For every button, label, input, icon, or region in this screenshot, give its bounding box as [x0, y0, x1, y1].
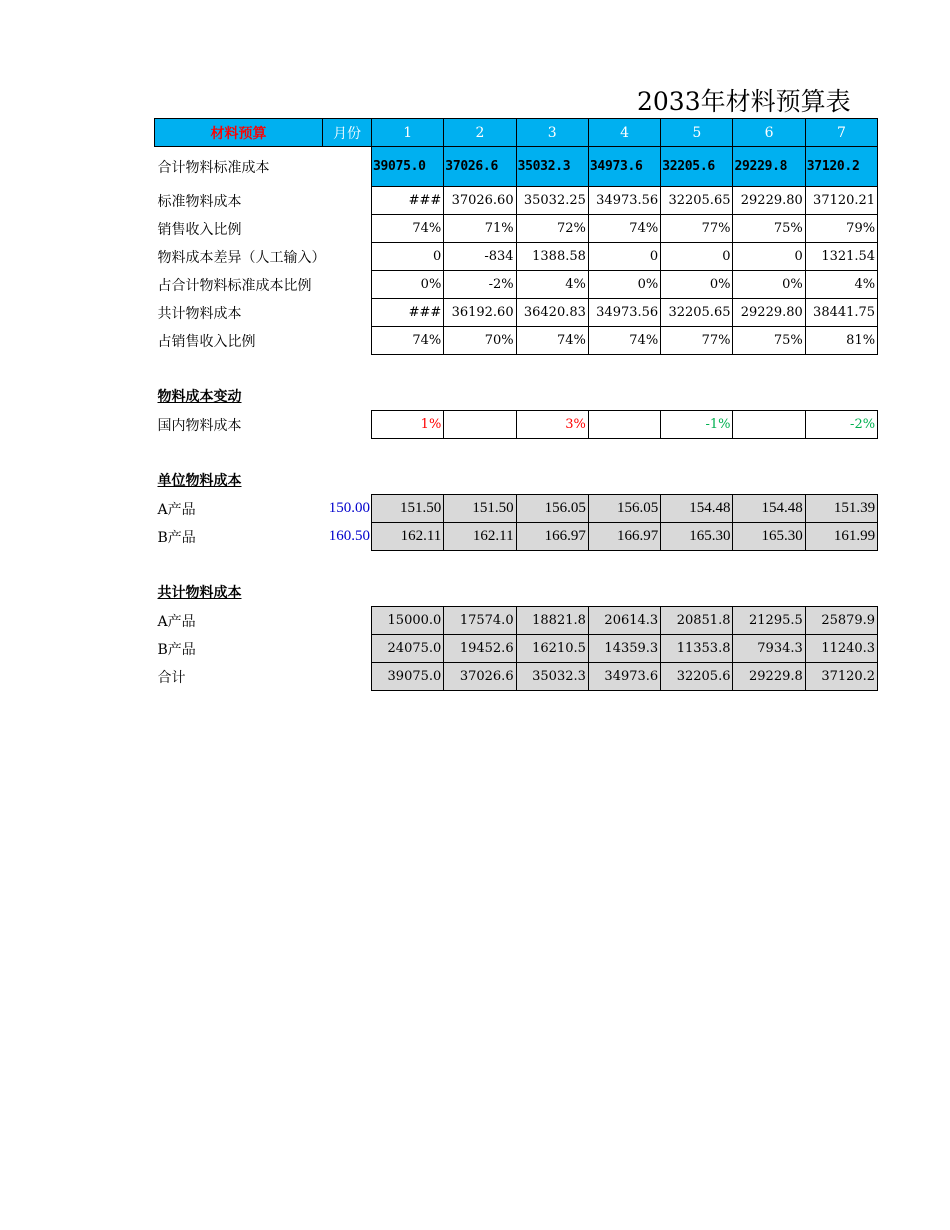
- row-label[interactable]: 标准物料成本: [157, 193, 242, 210]
- value-cell[interactable]: 0%: [588, 271, 660, 299]
- base-price-cell[interactable]: 150.00: [328, 500, 370, 516]
- spacer-cell: [155, 551, 878, 579]
- row-label[interactable]: 合计物料标准成本: [157, 159, 270, 176]
- budget-table: [154, 118, 878, 691]
- value-cell[interactable]: 75%: [733, 215, 805, 243]
- value-cell[interactable]: 11240.3: [805, 635, 877, 663]
- header-month-cell[interactable]: 月份: [323, 119, 372, 147]
- table-row: [155, 411, 878, 439]
- value-cell[interactable]: 37120.2: [805, 147, 877, 187]
- table-row: [155, 327, 878, 355]
- value-cell[interactable]: 32205.65: [661, 299, 733, 327]
- value-cell[interactable]: 32205.6: [661, 147, 733, 187]
- section-title: 单位物料成本: [157, 473, 242, 490]
- value-cell[interactable]: 156.05: [588, 495, 660, 523]
- value-cell[interactable]: 0%: [661, 271, 733, 299]
- value-cell[interactable]: 17574.0: [444, 607, 516, 635]
- value-cell[interactable]: 74%: [372, 215, 444, 243]
- value-cell[interactable]: [444, 411, 516, 439]
- value-cell[interactable]: 35032.3: [516, 147, 588, 187]
- value-cell[interactable]: 1%: [372, 411, 444, 439]
- value-cell[interactable]: 0: [733, 243, 805, 271]
- row-label[interactable]: 物料成本差异（人工输入）: [157, 249, 326, 266]
- value-cell[interactable]: 165.30: [733, 523, 805, 551]
- month-header-cell[interactable]: 1: [372, 119, 444, 147]
- row-label[interactable]: 国内物料成本: [157, 417, 242, 434]
- value-cell[interactable]: 34973.6: [588, 147, 660, 187]
- value-cell[interactable]: 166.97: [588, 523, 660, 551]
- value-cell[interactable]: 154.48: [733, 495, 805, 523]
- value-cell[interactable]: 32205.65: [661, 187, 733, 215]
- value-cell[interactable]: 29229.8: [733, 147, 805, 187]
- month-header-cell[interactable]: 3: [516, 119, 588, 147]
- table-row: [155, 187, 878, 215]
- value-cell[interactable]: [733, 411, 805, 439]
- value-cell[interactable]: 34973.56: [588, 187, 660, 215]
- value-cell[interactable]: 165.30: [661, 523, 733, 551]
- value-cell[interactable]: -834: [444, 243, 516, 271]
- value-cell[interactable]: 35032.25: [516, 187, 588, 215]
- value-cell[interactable]: 81%: [805, 327, 877, 355]
- row-label[interactable]: B产品: [157, 641, 196, 658]
- value-cell[interactable]: 21295.5: [733, 607, 805, 635]
- value-cell[interactable]: 72%: [516, 215, 588, 243]
- value-cell[interactable]: 1321.54: [805, 243, 877, 271]
- header-row: [155, 119, 878, 147]
- value-cell[interactable]: 20851.8: [661, 607, 733, 635]
- row-label[interactable]: 合计: [157, 669, 186, 686]
- month-header-cell[interactable]: 6: [733, 119, 805, 147]
- month-header-cell[interactable]: 2: [444, 119, 516, 147]
- value-cell[interactable]: 35032.3: [516, 663, 588, 691]
- value-cell[interactable]: 15000.0: [372, 607, 444, 635]
- value-cell[interactable]: 29229.8: [733, 663, 805, 691]
- row-label[interactable]: 销售收入比例: [157, 221, 242, 238]
- spacer-row: [155, 551, 878, 579]
- value-cell[interactable]: 162.11: [444, 523, 516, 551]
- section-row: [155, 383, 878, 411]
- value-cell[interactable]: 75%: [733, 327, 805, 355]
- header-label-cell[interactable]: 材料预算: [155, 119, 323, 147]
- value-cell[interactable]: 16210.5: [516, 635, 588, 663]
- value-cell[interactable]: 7934.3: [733, 635, 805, 663]
- value-cell[interactable]: 11353.8: [661, 635, 733, 663]
- section-title: 物料成本变动: [157, 389, 242, 406]
- row-label[interactable]: B产品: [157, 529, 196, 546]
- table-row: [155, 663, 878, 691]
- table-row: [155, 215, 878, 243]
- month-header-cell[interactable]: 5: [661, 119, 733, 147]
- value-cell[interactable]: 37026.60: [444, 187, 516, 215]
- value-cell[interactable]: 1388.58: [516, 243, 588, 271]
- value-cell[interactable]: 32205.6: [661, 663, 733, 691]
- value-cell[interactable]: 162.11: [372, 523, 444, 551]
- value-cell[interactable]: 34973.6: [588, 663, 660, 691]
- value-cell[interactable]: 77%: [661, 215, 733, 243]
- row-label[interactable]: 共计物料成本: [157, 305, 242, 322]
- value-cell[interactable]: 0: [661, 243, 733, 271]
- value-cell[interactable]: 0%: [372, 271, 444, 299]
- value-cell[interactable]: 37120.21: [805, 187, 877, 215]
- value-cell[interactable]: 74%: [372, 327, 444, 355]
- row-label[interactable]: 占销售收入比例: [157, 333, 256, 350]
- value-cell[interactable]: -2%: [444, 271, 516, 299]
- table-row: [155, 607, 878, 635]
- spacer-cell: [155, 439, 878, 467]
- value-cell[interactable]: ###: [372, 299, 444, 327]
- value-cell[interactable]: 4%: [805, 271, 877, 299]
- section-row: [155, 467, 878, 495]
- value-cell[interactable]: 0: [372, 243, 444, 271]
- value-cell[interactable]: 20614.3: [588, 607, 660, 635]
- value-cell[interactable]: 74%: [588, 327, 660, 355]
- value-cell[interactable]: 151.50: [444, 495, 516, 523]
- value-cell[interactable]: 25879.9: [805, 607, 877, 635]
- value-cell[interactable]: [588, 411, 660, 439]
- value-cell[interactable]: 34973.56: [588, 299, 660, 327]
- value-cell[interactable]: 36192.60: [444, 299, 516, 327]
- table-row: [155, 635, 878, 663]
- budget-sheet: [154, 118, 878, 691]
- value-cell[interactable]: 0%: [733, 271, 805, 299]
- value-cell[interactable]: -1%: [661, 411, 733, 439]
- value-cell[interactable]: 151.50: [372, 495, 444, 523]
- value-cell[interactable]: 24075.0: [372, 635, 444, 663]
- value-cell[interactable]: 166.97: [516, 523, 588, 551]
- page-title: 2033年材料预算表: [637, 87, 851, 116]
- value-cell[interactable]: 4%: [516, 271, 588, 299]
- table-row: [155, 271, 878, 299]
- value-cell[interactable]: 29229.80: [733, 299, 805, 327]
- value-cell[interactable]: 151.39: [805, 495, 877, 523]
- value-cell[interactable]: 29229.80: [733, 187, 805, 215]
- base-price-cell[interactable]: 160.50: [328, 528, 370, 544]
- section-row: [155, 579, 878, 607]
- value-cell[interactable]: 156.05: [516, 495, 588, 523]
- value-cell[interactable]: 39075.0: [372, 663, 444, 691]
- row-label[interactable]: A产品: [157, 613, 196, 630]
- spacer-cell: [155, 355, 878, 383]
- value-cell[interactable]: 74%: [516, 327, 588, 355]
- row-label[interactable]: A产品: [157, 501, 196, 518]
- value-cell[interactable]: 37026.6: [444, 663, 516, 691]
- value-cell[interactable]: 14359.3: [588, 635, 660, 663]
- value-cell[interactable]: 38441.75: [805, 299, 877, 327]
- value-cell[interactable]: ###: [372, 187, 444, 215]
- month-header-cell[interactable]: 4: [588, 119, 660, 147]
- value-cell[interactable]: 19452.6: [444, 635, 516, 663]
- value-cell[interactable]: 70%: [444, 327, 516, 355]
- value-cell[interactable]: 18821.8: [516, 607, 588, 635]
- value-cell[interactable]: 36420.83: [516, 299, 588, 327]
- value-cell[interactable]: -2%: [805, 411, 877, 439]
- value-cell[interactable]: 37026.6: [444, 147, 516, 187]
- table-row: [155, 495, 878, 523]
- value-cell[interactable]: 161.99: [805, 523, 877, 551]
- value-cell[interactable]: 0: [588, 243, 660, 271]
- value-cell[interactable]: 39075.0: [372, 147, 444, 187]
- total-standard-row: [155, 147, 878, 187]
- value-cell[interactable]: 154.48: [661, 495, 733, 523]
- table-row: [155, 523, 878, 551]
- month-header-cell[interactable]: 7: [805, 119, 877, 147]
- spacer-row: [155, 439, 878, 467]
- section-title: 共计物料成本: [157, 585, 242, 602]
- spacer-row: [155, 355, 878, 383]
- value-cell[interactable]: 77%: [661, 327, 733, 355]
- value-cell[interactable]: 71%: [444, 215, 516, 243]
- table-row: [155, 299, 878, 327]
- value-cell[interactable]: 79%: [805, 215, 877, 243]
- table-row: [155, 243, 878, 271]
- row-label[interactable]: 占合计物料标准成本比例: [157, 277, 312, 294]
- value-cell[interactable]: 3%: [516, 411, 588, 439]
- value-cell[interactable]: 74%: [588, 215, 660, 243]
- value-cell[interactable]: 37120.2: [805, 663, 877, 691]
